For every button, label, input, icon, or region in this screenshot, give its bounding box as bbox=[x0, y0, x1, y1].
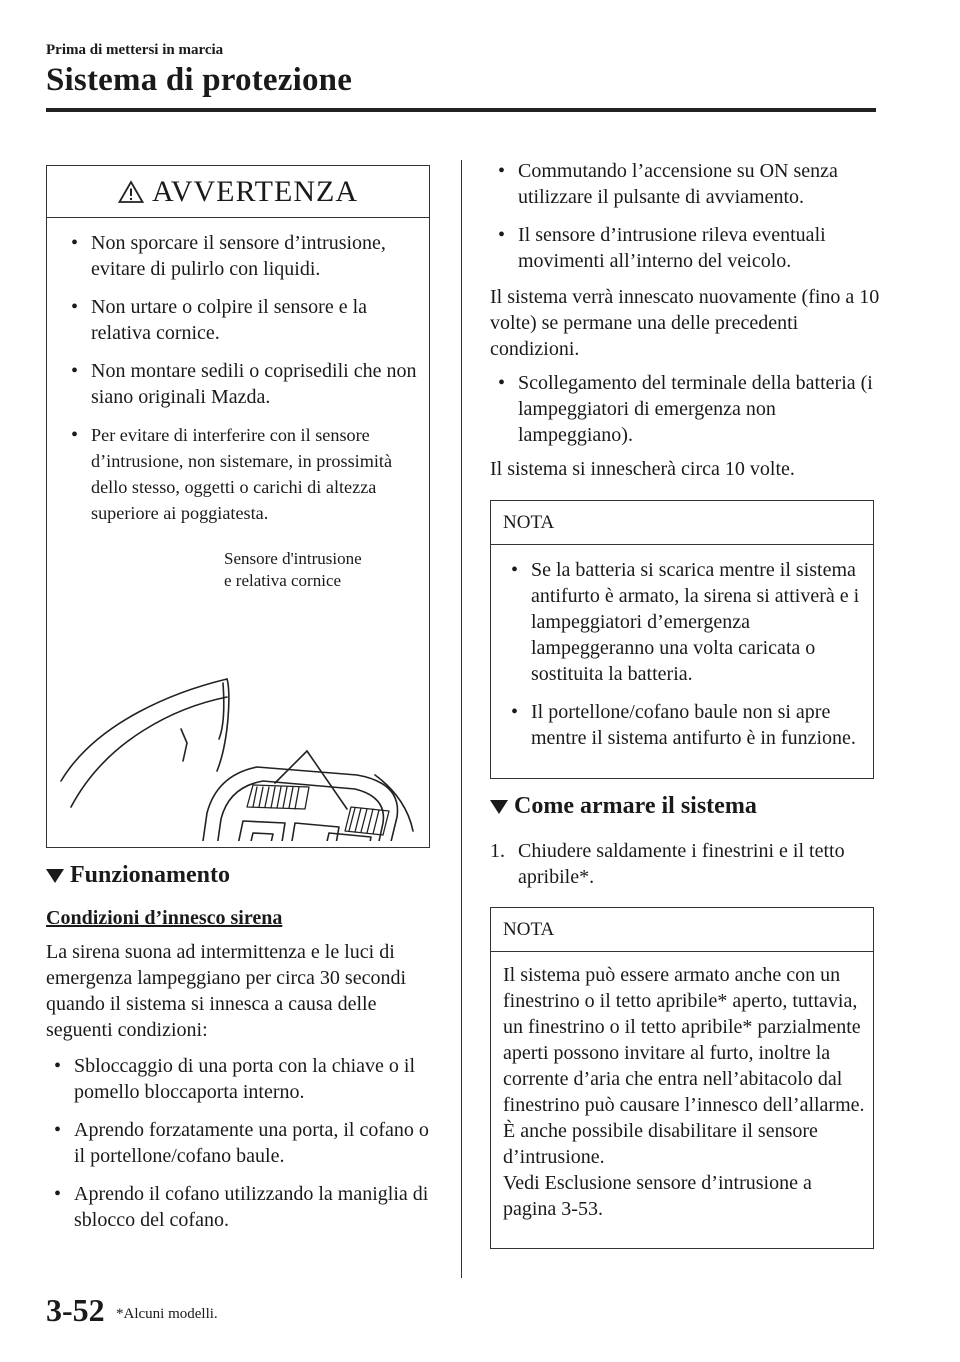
warning-item: • Per evitare di interferire con il sensore d’intrusione, non sistemare, in prossimità dello stesso, oggetti o carichi di altezza superiore ai poggiatesta. bbox=[63, 422, 423, 526]
callout-line-2: e relativa cornice bbox=[224, 571, 342, 590]
note-2-paragraph: È anche possibile disabilitare il sensore d’intrusione. bbox=[503, 1120, 818, 1168]
arm-heading bbox=[490, 793, 757, 820]
note-1-header bbox=[491, 501, 873, 545]
note-1-item: • Il portellone/cofano baule non si apre mentre il sistema antifurto è in funzione. bbox=[503, 699, 865, 751]
funzionamento-subheading: Condizioni d’innesco sirena bbox=[46, 907, 283, 929]
note-1-list bbox=[503, 557, 865, 763]
warning-header bbox=[47, 166, 429, 218]
funzionamento-intro: La sirena suona ad intermittenza e le luci di emergenza lampeggiano per circa 30 secondi quando il sistema si innesca a causa delle seguenti condizioni: bbox=[46, 941, 407, 1041]
note-2-reference: Vedi Esclusione sensore d’intrusione a pagina 3-53. bbox=[503, 1172, 812, 1220]
note-box-1 bbox=[490, 500, 874, 779]
page-title: Sistema di protezione bbox=[46, 62, 353, 98]
trigger-condition: • Commutando l’accensione su ON senza utilizzare il pulsante di avviamento. bbox=[490, 158, 880, 210]
overhead-console-illustration bbox=[57, 561, 421, 841]
battery-condition: • Scollegamento del terminale della batteria (i lampeggiatori di emergenza non lampeggiano). bbox=[490, 370, 880, 448]
funzionamento-heading bbox=[46, 862, 230, 889]
funzionamento-title: Funzionamento bbox=[70, 862, 231, 888]
warning-title: AVVERTENZA bbox=[152, 174, 358, 208]
trigger-condition: • Il sensore d’intrusione rileva eventuali movimenti all’interno del veicolo. bbox=[490, 222, 880, 274]
warning-box bbox=[46, 165, 430, 848]
step-1-number: 1. bbox=[490, 840, 505, 862]
arm-title: Come armare il sistema bbox=[514, 793, 757, 819]
step-1-text: Chiudere saldamente i finestrini e il tetto apribile*. bbox=[518, 840, 845, 888]
page-number: 3-52 bbox=[46, 1292, 105, 1328]
note-1-item: • Se la batteria si scarica mentre il sistema antifurto è armato, la sirena si attiverà e i lampeggiatori d’emergenza lampeggeranno una volta caricata o sostituita la batteria. bbox=[503, 557, 865, 687]
note-2-title: NOTA bbox=[503, 918, 555, 940]
footnote: *Alcuni modelli. bbox=[116, 1306, 218, 1322]
warning-triangle-icon bbox=[118, 180, 144, 204]
note-box-2 bbox=[490, 907, 874, 1249]
trigger-condition: • Aprendo forzatamente una porta, il cofano o il portellone/cofano baule. bbox=[46, 1117, 438, 1169]
note-1-title: NOTA bbox=[503, 511, 555, 533]
title-rule bbox=[46, 108, 876, 112]
warning-item: • Non montare sedili o coprisedili che non siano originali Mazda. bbox=[63, 358, 423, 410]
battery-condition-list bbox=[490, 370, 880, 460]
note-2-header bbox=[491, 908, 873, 952]
section-triangle-icon bbox=[46, 868, 64, 884]
trigger-condition: • Aprendo il cofano utilizzando la maniglia di sblocco del cofano. bbox=[46, 1181, 438, 1233]
callout-line-1: Sensore d'intrusione bbox=[224, 549, 362, 568]
trigger-condition: • Sbloccaggio di una porta con la chiave o il pomello bloccaporta interno. bbox=[46, 1053, 438, 1105]
rearm-paragraph: Il sistema verrà innescato nuovamente (fino a 10 volte) se permane una delle precedenti condizioni. bbox=[490, 286, 880, 360]
warning-item: • Non urtare o colpire il sensore e la relativa cornice. bbox=[63, 294, 423, 346]
warning-item: • Non sporcare il sensore d’intrusione, evitare di pulirlo con liquidi. bbox=[63, 230, 423, 282]
section-triangle-icon bbox=[490, 799, 508, 815]
column-divider bbox=[461, 160, 462, 1278]
ten-times-paragraph: Il sistema si innescherà circa 10 volte. bbox=[490, 458, 795, 480]
trigger-conditions-list-continued bbox=[490, 158, 880, 286]
note-2-body bbox=[503, 962, 867, 1222]
note-2-paragraph: Il sistema può essere armato anche con un finestrino o il tetto apribile* aperto, tuttavia, un finestrino o il tetto apribile* parzialmente aperti possono invitare al furto, inoltre la corrente d’aria che entra nell’abitacolo dal finestrino può causare l’innesco dell’allarme. bbox=[503, 964, 865, 1116]
warning-list bbox=[63, 230, 423, 538]
trigger-conditions-list bbox=[46, 1053, 438, 1245]
section-label: Prima di mettersi in marcia bbox=[46, 42, 224, 58]
